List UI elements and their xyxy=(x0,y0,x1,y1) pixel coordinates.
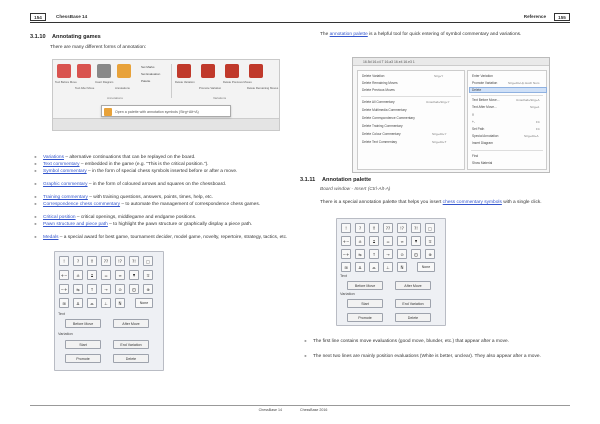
group-name: Annotations xyxy=(107,96,123,100)
palette-symbol-button[interactable]: = xyxy=(383,236,393,246)
page-header xyxy=(300,12,570,23)
delete-button[interactable]: Delete xyxy=(395,313,431,322)
palette-symbol-button[interactable]: !? xyxy=(397,223,407,233)
menu-item[interactable]: Text After Move... xyxy=(472,105,497,109)
palette-symbol-button[interactable]: ∓ xyxy=(425,236,435,246)
list-item: ► Critical position – critical openings, middlegame and endgame positions. xyxy=(34,215,197,220)
variation-group-label: Variation xyxy=(340,292,355,296)
menu-item[interactable]: Insert Diagram xyxy=(472,141,493,145)
palette-symbol-button[interactable]: ⩱ xyxy=(129,270,139,280)
section-number: 3.1.11 xyxy=(300,177,316,183)
palette-symbol-button[interactable]: +− xyxy=(59,270,69,280)
ribbon-label: Annotations xyxy=(115,86,130,90)
annotation-palette xyxy=(336,218,446,326)
delete-variation-icon[interactable] xyxy=(177,64,191,78)
delete-remaining-moves-icon[interactable] xyxy=(249,64,263,78)
ribbon-separator xyxy=(171,64,172,98)
correspondence-commentary-link[interactable]: Correspondence chess commentary xyxy=(43,202,121,207)
ribbon-label: Text After Move xyxy=(75,86,95,90)
set-evaluation-menu[interactable]: Set Evaluation xyxy=(141,72,161,76)
palette-symbol-button[interactable]: ⊕ xyxy=(425,249,435,259)
list-item: ► Medals – a special award for best game, tournament decider, model game, novelty, repertoire, strategy, tactics, etc. xyxy=(34,235,288,240)
delete-previous-moves-icon[interactable] xyxy=(225,64,239,78)
menu-item[interactable]: Delete Colour Commentary xyxy=(362,132,401,136)
page-number: 154 xyxy=(30,13,46,21)
menu-separator xyxy=(471,95,543,96)
menu-item[interactable]: Delete Correspondence Commentary xyxy=(362,116,415,120)
pawn-structure-link[interactable]: Pawn structure and piece path xyxy=(43,222,108,227)
palette-symbol-button[interactable]: −+ xyxy=(59,284,69,294)
list-item: ► Variations – alternative continuations that can be replayed on the board. xyxy=(34,155,196,160)
palette-symbol-button[interactable]: ?? xyxy=(101,256,111,266)
palette-symbol-button[interactable]: □ xyxy=(425,223,435,233)
palette-symbol-button[interactable]: ? xyxy=(355,223,365,233)
menu-item[interactable]: +- xyxy=(472,120,475,124)
palette-symbol-button[interactable]: N xyxy=(397,262,407,272)
section-number: 3.1.10 xyxy=(30,34,46,40)
delete-button[interactable]: Delete xyxy=(113,354,149,363)
palette-icon xyxy=(104,108,112,116)
palette-symbol-button[interactable]: → xyxy=(101,284,111,294)
right-page xyxy=(300,12,570,412)
text-before-move-icon[interactable] xyxy=(57,64,71,78)
menu-separator xyxy=(471,150,543,151)
palette-symbol-button[interactable]: ? xyxy=(73,256,83,266)
graphic-commentary-link[interactable]: Graphic commentary xyxy=(43,182,88,187)
palette-symbol-button[interactable]: = xyxy=(101,270,111,280)
delete-submenu: Delete Variation Strg+Y Delete Remaining Moves Delete Previous Moves Delete All Commentary Umschalt+Strg+Y Delete Multimedia Commentary Delete Correspondence Commentary Delete Training Commentary Delete Colour Commentary Strg+Alt+Y Delete Text Commentary Strg+Alt+T xyxy=(357,70,465,170)
palette-symbol-button[interactable]: ⨀ xyxy=(129,284,139,294)
header-title: Reference xyxy=(523,13,546,19)
tooltip-text: Open a palette with annotation symbols (Strg+Alt+A) xyxy=(115,109,199,114)
list-item: ► Symbol commentary – in the form of special chess symbols inserted before or after a move. xyxy=(34,169,238,174)
training-commentary-link[interactable]: Training commentary xyxy=(43,195,88,200)
palette-symbol-button[interactable]: ⌓ xyxy=(87,298,97,308)
menu-item[interactable]: Delete Remaining Moves xyxy=(362,81,398,85)
list-item: ► Correspondence chess commentary – to automate the management of correspondence chess games. xyxy=(34,202,261,207)
ribbon-label: Delete Remaining Moves xyxy=(247,86,279,90)
after-move-button[interactable]: After Move xyxy=(395,281,431,290)
variations-link[interactable]: Variations xyxy=(43,155,64,160)
text-group-label: Text xyxy=(340,274,347,278)
bullet-arrow-icon: ► xyxy=(34,235,38,239)
palette-symbol-button[interactable]: ⊞ xyxy=(341,262,351,272)
section-heading xyxy=(300,177,371,183)
intro-text: There are many different forms of annotation: xyxy=(50,45,147,50)
main-context-menu: Enter Variation Promote Variation Strg+Alt+Up Hoch Num Delete Text Before Move... Umschalt+Strg+A Text After Move... Strg+A !! +- F4 Set Path F4 Special Annotation Strg+Alt+A Insert Diagram Find Show Material xyxy=(467,70,547,170)
bullet-arrow-icon: ► xyxy=(34,162,38,166)
palette-symbol-button[interactable]: ⩲ xyxy=(369,236,379,246)
palette-symbol-button[interactable]: ⇆ xyxy=(355,249,365,259)
palette-symbol-button[interactable]: !! xyxy=(369,223,379,233)
bullet-arrow-icon: ► xyxy=(34,182,38,186)
menu-item[interactable]: Text Before Move... xyxy=(472,98,500,102)
bullet-arrow-icon: ► xyxy=(304,339,308,343)
ribbon-screenshot xyxy=(52,59,280,131)
bullet-arrow-icon: ► xyxy=(34,222,38,226)
palette-symbol-button[interactable]: ∞ xyxy=(397,236,407,246)
palette-symbol-button[interactable]: ! xyxy=(341,223,351,233)
header-title: ChessBase 14 xyxy=(56,13,88,19)
palette-symbol-button[interactable]: ! xyxy=(59,256,69,266)
palette-symbol-button[interactable]: ↑ xyxy=(87,284,97,294)
palette-symbol-button[interactable]: → xyxy=(383,249,393,259)
palette-menu[interactable]: Palette xyxy=(141,79,151,83)
palette-symbol-button[interactable]: ∞ xyxy=(115,270,125,280)
page-footer: ChessBase 2016 xyxy=(300,405,570,412)
page-footer: ChessBase 14 xyxy=(30,405,300,412)
none-button[interactable]: None xyxy=(417,262,435,272)
bullet-arrow-icon: ► xyxy=(304,354,308,358)
palette-symbol-button[interactable]: ⊙ xyxy=(115,284,125,294)
palette-symbol-button[interactable]: □ xyxy=(143,256,153,266)
end-variation-button[interactable]: End Variation xyxy=(395,299,431,308)
bullet-arrow-icon: ► xyxy=(34,195,38,199)
bullet-arrow-icon: ► xyxy=(34,155,38,159)
context-menu-screenshot xyxy=(352,57,550,173)
palette-symbol-button[interactable]: !? xyxy=(115,256,125,266)
menu-item[interactable]: Set Path xyxy=(472,127,485,131)
critical-position-link[interactable]: Critical position xyxy=(43,215,76,220)
list-item: ► Pawn structure and piece path – to highlight the pawn structure or graphically display a piece path. xyxy=(34,222,253,227)
palette-symbol-button[interactable]: ?! xyxy=(129,256,139,266)
menu-separator xyxy=(361,96,461,97)
before-move-button[interactable]: Before Move xyxy=(347,281,383,290)
palette-symbol-button[interactable]: ⊥ xyxy=(383,262,393,272)
menu-item[interactable]: Delete Text Commentary xyxy=(362,140,398,144)
palette-symbol-button[interactable]: !! xyxy=(87,256,97,266)
menu-item[interactable]: Enter Variation xyxy=(472,74,493,78)
menu-item[interactable]: Delete Variation xyxy=(362,74,385,78)
palette-symbol-button[interactable]: ∓ xyxy=(143,270,153,280)
palette-symbol-button[interactable]: ⌓ xyxy=(369,262,379,272)
annotation-palette-link[interactable]: annotation palette xyxy=(329,32,368,37)
menu-item[interactable]: Delete Multimedia Commentary xyxy=(362,108,407,112)
menu-item[interactable]: Delete All Commentary xyxy=(362,100,395,104)
list-item: ► The next two lines are mainly position evaluations (White is better, unclear). They also appear after a move. xyxy=(304,354,541,359)
text-after-move-icon[interactable] xyxy=(77,64,91,78)
annotation-palette xyxy=(54,251,164,371)
start-variation-button[interactable]: Start xyxy=(65,340,101,349)
palette-symbol-button[interactable]: ↑ xyxy=(369,249,379,259)
menu-item[interactable]: Special Annotation xyxy=(472,134,499,138)
tooltip xyxy=(101,105,231,117)
symbol-commentary-link[interactable]: Symbol commentary xyxy=(43,169,87,174)
list-item: ► Text commentary – embedded in the game (e.g. "This is the critical position."). xyxy=(34,162,209,167)
page-header xyxy=(30,12,300,23)
start-variation-button[interactable]: Start xyxy=(347,299,383,308)
ribbon-label: Delete Variation xyxy=(175,80,195,84)
menu-item-delete[interactable]: Delete xyxy=(472,88,482,92)
bullet-arrow-icon: ► xyxy=(34,169,38,173)
menu-item[interactable]: Delete Training Commentary xyxy=(362,124,403,128)
palette-symbol-button[interactable]: ∆ xyxy=(73,298,83,308)
menu-item[interactable]: !! xyxy=(472,113,474,117)
palette-symbol-button[interactable]: ± xyxy=(355,236,365,246)
section-title: Annotation palette xyxy=(322,177,372,183)
insert-diagram-icon[interactable] xyxy=(97,64,111,78)
section-title: Annotating games xyxy=(52,34,101,40)
palette-symbol-button[interactable]: ± xyxy=(73,270,83,280)
palette-symbol-button[interactable]: ⊥ xyxy=(101,298,111,308)
set-marks-menu[interactable]: Set Marks xyxy=(141,65,155,69)
palette-symbol-button[interactable]: ⩲ xyxy=(87,270,97,280)
ribbon-statusbar xyxy=(53,118,279,130)
commentary-symbols-link[interactable]: chess commentary symbols xyxy=(442,200,502,205)
list-item: ► Training commentary – with training questions, answers, points, times, help, etc. xyxy=(34,195,213,200)
text-commentary-link[interactable]: Text commentary xyxy=(43,162,80,167)
palette-symbol-button[interactable]: N xyxy=(115,298,125,308)
after-move-button[interactable]: After Move xyxy=(113,319,149,328)
annotations-icon[interactable] xyxy=(117,64,131,78)
variation-group-label: Variation xyxy=(58,332,73,336)
menu-item[interactable]: Show Material xyxy=(472,161,493,165)
none-button[interactable]: None xyxy=(135,298,153,308)
description-text: There is a special annotation palette that helps you insert chess commentary symbols with a single click. xyxy=(320,200,542,205)
left-page xyxy=(30,12,300,412)
promote-button[interactable]: Promote xyxy=(347,313,383,322)
end-variation-button[interactable]: End Variation xyxy=(113,340,149,349)
group-name: Variations xyxy=(213,96,227,100)
palette-symbol-button[interactable]: ⇆ xyxy=(73,284,83,294)
text-group-label: Text xyxy=(58,312,65,316)
palette-symbol-button[interactable]: −+ xyxy=(341,249,351,259)
palette-symbol-button[interactable]: +− xyxy=(341,236,351,246)
palette-symbol-button[interactable]: ?! xyxy=(411,223,421,233)
menu-item[interactable]: Find xyxy=(472,154,479,158)
menu-path: Board window - Insert (Ctrl-Alt-A) xyxy=(320,187,391,192)
palette-symbol-button[interactable]: ⊕ xyxy=(143,284,153,294)
intro-text: The annotation palette is a helpful tool for quick entering of symbol commentary and variations. xyxy=(320,32,522,37)
ribbon-label: Text Before Move xyxy=(55,80,77,84)
page-number: 155 xyxy=(554,13,570,21)
list-item: ► Graphic commentary – in the form of coloured arrows and squares on the chessboard. xyxy=(34,182,227,187)
before-move-button[interactable]: Before Move xyxy=(65,319,101,328)
section-heading xyxy=(30,34,101,40)
medals-link[interactable]: Medals xyxy=(43,235,59,240)
ribbon-label: Promote Variation xyxy=(199,86,222,90)
palette-symbol-button[interactable]: ⨀ xyxy=(411,249,421,259)
menu-item[interactable]: Delete Previous Moves xyxy=(362,88,395,92)
bullet-arrow-icon: ► xyxy=(34,215,38,219)
list-item: ► The first line contains move evaluations (good move, blunder, etc.) that appear after a move. xyxy=(304,339,509,344)
ribbon-label: Delete Previous Moves xyxy=(223,80,252,84)
promote-button[interactable]: Promote xyxy=(65,354,101,363)
promote-variation-icon[interactable] xyxy=(201,64,215,78)
palette-symbol-button[interactable]: ∆ xyxy=(355,262,365,272)
palette-symbol-button[interactable]: ⩱ xyxy=(411,236,421,246)
bullet-arrow-icon: ► xyxy=(34,202,38,206)
menu-item[interactable]: Promote Variation xyxy=(472,81,498,85)
notation-bar: 16.5d 16.c4 T 16.a3 16.e4 16.e3 1 xyxy=(353,58,549,66)
palette-symbol-button[interactable]: ⊞ xyxy=(59,298,69,308)
ribbon-label: Insert Diagram xyxy=(95,80,114,84)
palette-symbol-button[interactable]: ⊙ xyxy=(397,249,407,259)
palette-symbol-button[interactable]: ?? xyxy=(383,223,393,233)
